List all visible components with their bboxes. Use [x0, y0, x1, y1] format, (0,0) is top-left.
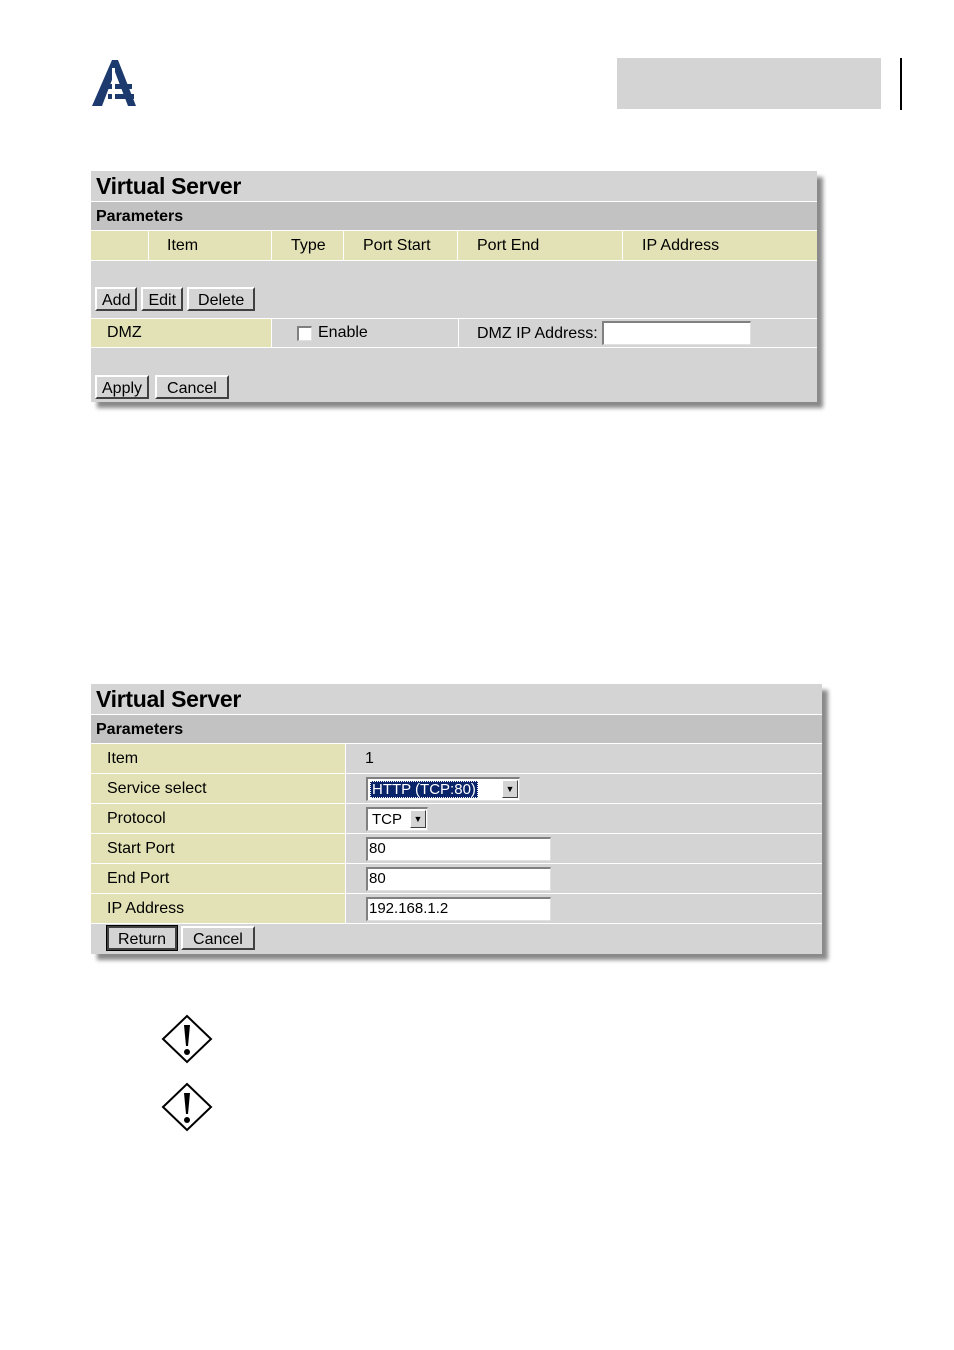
column-header-port-start: Port Start [345, 231, 458, 260]
start-port-input[interactable]: 80 [366, 837, 551, 861]
dmz-divider [458, 319, 459, 347]
header-box [617, 58, 881, 109]
item-row [91, 744, 822, 774]
protocol-dropdown[interactable] [366, 807, 428, 831]
dmz-ip-input[interactable] [602, 321, 751, 345]
service-select-dropdown[interactable] [366, 777, 520, 801]
column-header-item: Item [149, 231, 272, 260]
item-label: Item [91, 744, 346, 773]
panel-title: Virtual Server [91, 171, 817, 202]
ip-address-row [91, 894, 822, 924]
dmz-label: DMZ [91, 319, 272, 347]
dmz-enable-checkbox[interactable] [297, 326, 312, 341]
service-selected-value: HTTP (TCP:80) [372, 781, 476, 798]
protocol-selected-value: TCP [372, 811, 402, 828]
warning-icon [160, 1014, 214, 1064]
apply-button[interactable]: Apply [95, 375, 149, 399]
warning-icon [160, 1082, 214, 1132]
service-select-label: Service select [91, 774, 346, 803]
virtual-server-list-panel [91, 171, 817, 402]
start-port-label: Start Port [91, 834, 346, 863]
end-port-input[interactable]: 80 [366, 867, 551, 891]
edit-button[interactable]: Edit [141, 287, 183, 311]
list-action-row [91, 261, 817, 319]
delete-button[interactable]: Delete [187, 287, 255, 311]
chevron-down-icon[interactable]: ▼ [502, 780, 518, 798]
column-header-type: Type [273, 231, 344, 260]
item-value: 1 [365, 749, 374, 767]
dmz-ip-label: DMZ IP Address: [477, 325, 598, 342]
protocol-row [91, 804, 822, 834]
virtual-server-edit-panel [91, 684, 822, 954]
atlantis-logo-icon [90, 58, 138, 108]
header-blank [91, 231, 149, 260]
ip-address-label: IP Address [91, 894, 346, 923]
panel-subtitle: Parameters [91, 202, 817, 231]
table-header-row [91, 231, 817, 261]
start-port-row [91, 834, 822, 864]
column-header-ip-address: IP Address [642, 236, 720, 254]
panel-title: Virtual Server [91, 684, 822, 715]
dmz-enable-group [297, 319, 457, 347]
add-button[interactable]: Add [95, 287, 137, 311]
service-row [91, 774, 822, 804]
cancel-button[interactable]: Cancel [155, 375, 229, 399]
dmz-enable-label: Enable [318, 324, 368, 341]
return-button[interactable]: Return [107, 926, 177, 950]
ip-address-input[interactable]: 192.168.1.2 [366, 897, 551, 921]
protocol-label: Protocol [91, 804, 346, 833]
panel-subtitle: Parameters [91, 715, 822, 744]
end-port-label: End Port [91, 864, 346, 893]
column-header-port-end: Port End [459, 231, 623, 260]
header-divider [900, 58, 902, 110]
chevron-down-icon[interactable]: ▼ [410, 810, 426, 828]
end-port-row [91, 864, 822, 894]
cancel-button[interactable]: Cancel [181, 926, 255, 950]
dmz-row [91, 319, 817, 348]
